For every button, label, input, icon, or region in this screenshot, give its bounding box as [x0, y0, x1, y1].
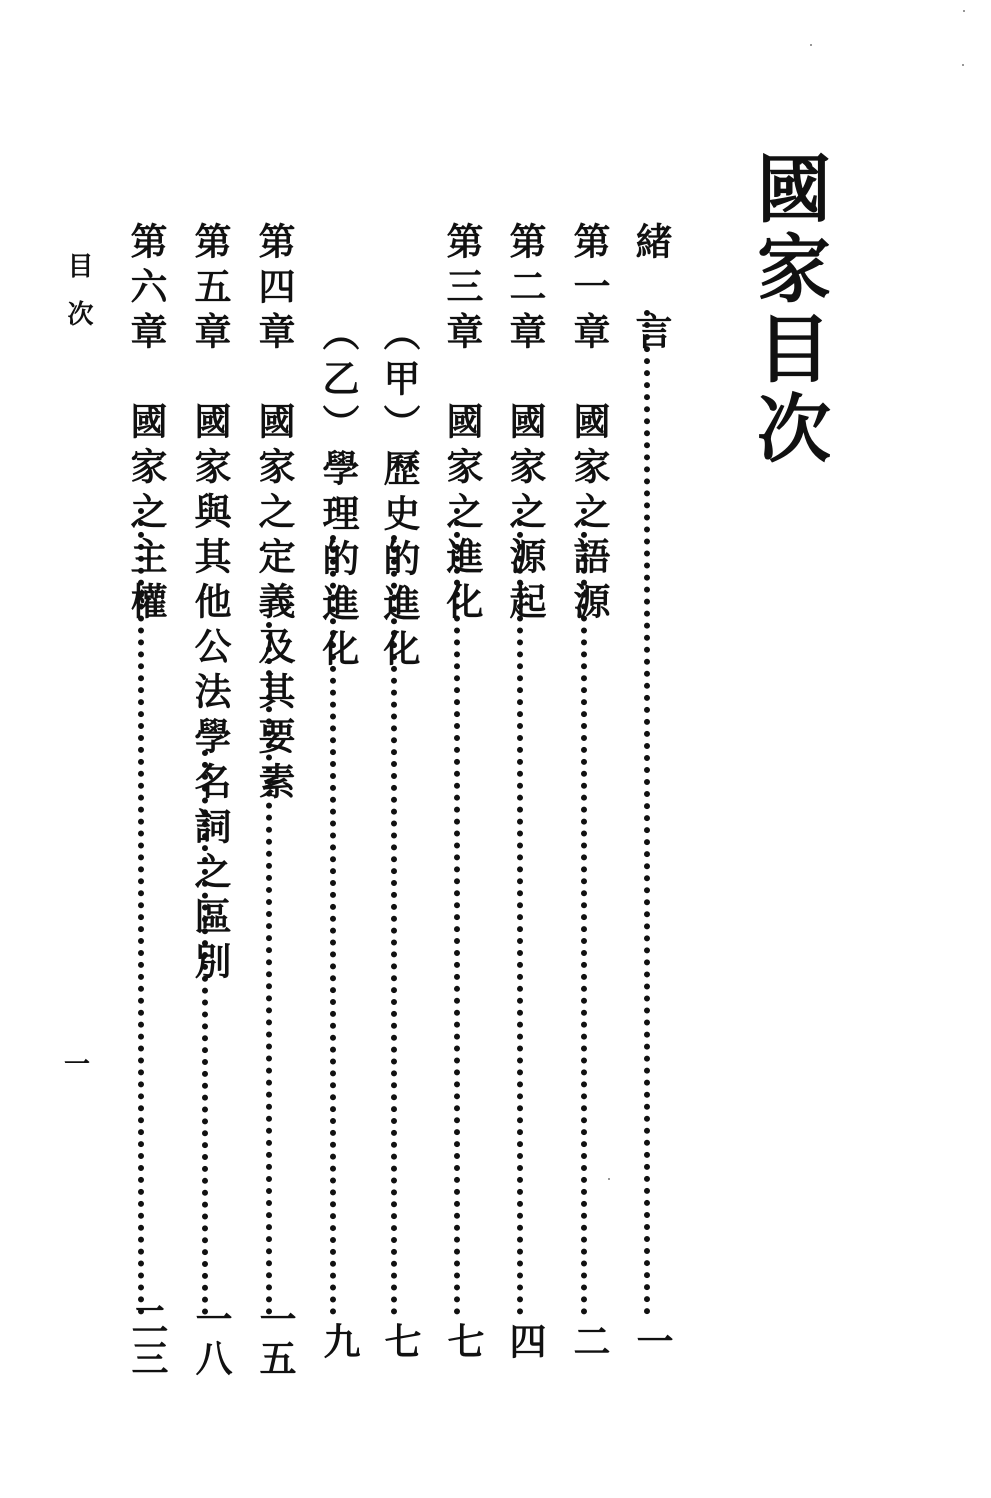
- toc-subentry-label: （乙）學理的進化: [316, 314, 360, 674]
- toc-entry-label: 第四章 國家之定義及其要素: [252, 222, 296, 807]
- toc-leader-dots: [266, 622, 272, 1315]
- page-number: 一: [64, 1050, 91, 1080]
- toc-entry-page: 一八: [189, 1300, 233, 1378]
- toc-entry-label: 第三章 國家之進化: [440, 222, 484, 627]
- toc-entry-page: 一五: [253, 1300, 297, 1378]
- speck: [608, 1178, 610, 1180]
- speck: [962, 64, 964, 66]
- toc-leader-dots: [391, 535, 397, 1315]
- toc-leader-dots: [581, 508, 587, 1315]
- toc-leader-dots: [330, 535, 336, 1315]
- toc-entry-page: 二三: [125, 1300, 169, 1378]
- speck: [810, 44, 812, 46]
- toc-entry-label: 第五章 國家與其他公法學名詞之區別: [188, 222, 232, 987]
- speck: [963, 10, 965, 12]
- page-title: 國家目次: [745, 150, 831, 470]
- toc-subentry-label: （甲）歷史的進化: [377, 314, 421, 674]
- toc-entry-label: 第一章 國家之語源: [567, 222, 611, 627]
- toc-entry-page: 四: [503, 1322, 547, 1361]
- toc-leader-dots: [644, 310, 650, 1315]
- toc-entry-label: 第六章 國家之主權: [124, 222, 168, 627]
- toc-entry-label: 第二章 國家之源起: [503, 222, 547, 627]
- toc-entry-page: 七: [378, 1322, 422, 1361]
- running-head: 目次: [63, 252, 93, 348]
- toc-entry-page: 二: [567, 1322, 611, 1361]
- toc-leader-dots: [202, 750, 208, 1315]
- toc-entry-page: 九: [317, 1322, 361, 1361]
- toc-leader-dots: [517, 508, 523, 1315]
- toc-entry-label: 緒 言: [629, 222, 673, 357]
- toc-leader-dots: [454, 508, 460, 1315]
- toc-entry-page: 七: [441, 1322, 485, 1361]
- toc-leader-dots: [138, 508, 144, 1315]
- toc-entry-page: 一: [630, 1322, 674, 1361]
